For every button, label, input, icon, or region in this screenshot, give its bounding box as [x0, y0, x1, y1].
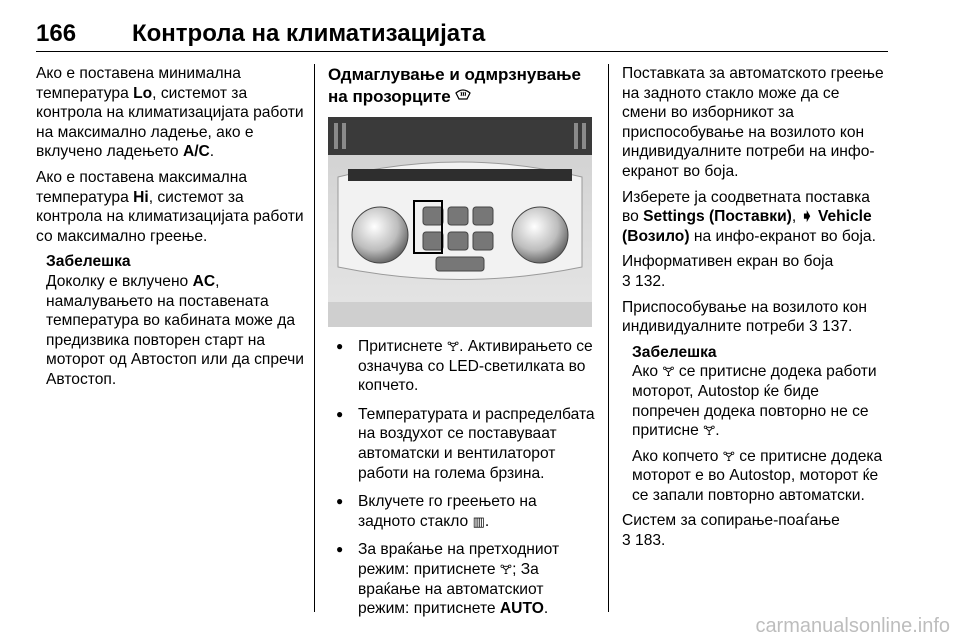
column-divider-2 — [608, 64, 609, 612]
list-item: ● Температурата и распределбата на воздухот се поставуваат автоматски и вентилаторот работи на голема брзина. — [328, 405, 596, 483]
note-title: Забелешка — [632, 343, 717, 361]
windshield-defrost-icon: 🝖 — [662, 364, 675, 380]
defrost-steps — [328, 337, 596, 619]
paragraph-hi: Ако е поставена максимална температура Hi, системот за контрола на климатизацијата работи со максимално греење. — [36, 168, 304, 245]
paragraph-auto-rear-heating: Поставката за автоматското греење на задното стакло може да се смени во изборникот за приспособување на возилото кон индивидуалните потреби на инфо-екранот во боја. — [622, 65, 884, 180]
column-divider-1 — [314, 64, 315, 612]
cross-reference-info-display[interactable]: Информативен екран во боја 3 132. — [622, 253, 834, 290]
page-title: Контрола на климатизацијата — [132, 20, 486, 47]
cross-reference-stop-start[interactable]: Систем за сопирање-поаѓање 3 183. — [622, 512, 840, 550]
note-autostop: Забелешка Ако 🝖 се притисне додека работи моторот, Autostop ќе биде попречен додека повторно не се притисне 🝖. Ако копчето 🝖 се притисне додека моторот е во Autostop, моторот ќе се запали повторно автоматски. — [622, 343, 888, 506]
reference-arrow-icon: 3 — [622, 272, 631, 290]
reference-arrow-icon: 3 — [808, 318, 818, 336]
note-title: Забелешка — [46, 253, 131, 271]
menu-arrow-icon: ➧ — [800, 208, 814, 226]
page-header — [36, 20, 888, 54]
column-2 — [328, 64, 596, 628]
list-item: ● Вклучете го греењето на задното стакло ▥. — [328, 492, 596, 531]
windshield-defrost-icon — [455, 87, 471, 109]
rear-window-heating-icon: ▥ — [472, 513, 485, 529]
section-heading-defrost: Одмаглување и одмрзнување на прозорците — [328, 64, 596, 109]
cross-reference-personalisation[interactable]: Приспособување на возилото кон индивидуалните потреби 3 137. — [622, 298, 867, 336]
list-item: ● За враќање на претходниот режим: притиснете 🝖; За враќање на автоматскиот режим: притиснете AUTO. — [328, 540, 596, 618]
header-divider — [36, 51, 888, 52]
list-item: ● Притиснете 🝖. Активирањето се означува со LED-светилката во копчето. — [328, 337, 596, 396]
climate-control-panel-image — [328, 117, 592, 327]
paragraph-settings-path: Изберете ја соодветната поставка во Settings (Поставки), ➧ Vehicle (Возило) на инфо-екранот во боја. — [622, 188, 876, 245]
windshield-defrost-icon: 🝖 — [499, 561, 513, 577]
column-1 — [36, 64, 304, 396]
page-number: 166 — [36, 20, 77, 47]
windshield-defrost-icon: 🝖 — [722, 448, 735, 464]
watermark: carmanualsonline.info — [755, 615, 950, 637]
windshield-defrost-icon: 🝖 — [703, 423, 716, 439]
windshield-defrost-icon: 🝖 — [446, 339, 460, 354]
note-ac: Забелешка Доколку е вклучено AC, намалувањето на поставената температура во кабината може да предизвика повторен старт на моторот од Автостоп или да спречи Автостоп. — [46, 253, 304, 388]
paragraph-lo: Ако е поставена минимална температура Lo, системот за контрола на климатизацијата работи на максимално ладење, ако е вклучено ладењето A/C. — [36, 65, 304, 161]
column-3 — [622, 64, 888, 557]
reference-arrow-icon: 3 — [622, 532, 631, 550]
